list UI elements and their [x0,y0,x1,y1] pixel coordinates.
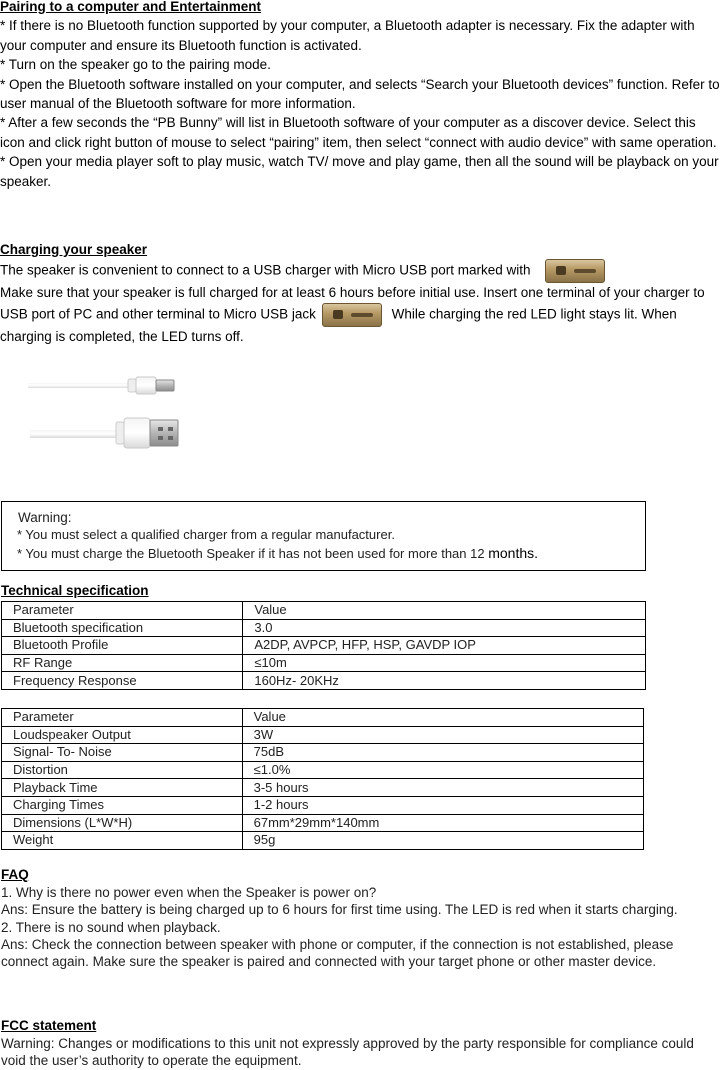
spec-parameter-cell: Loudspeaker Output [2,726,243,744]
spec-value-cell: 3W [242,726,643,744]
spec-value-cell: 1-2 hours [242,796,643,814]
spec-parameter-cell: Weight [2,832,243,850]
spec-value-cell: Value [242,709,643,727]
faq-answer-2: Ans: Check the connection between speaker with phone or computer, if the connection is not established, please connect again. Make sure the speaker is paired and connected with your target phone or other master device. [1,936,674,970]
pairing-title: Pairing to a computer and Entertainment [0,0,262,14]
spec-row [2,672,646,690]
spec-title: Technical specification [1,583,149,598]
spec-parameter-cell: Frequency Response [2,672,243,690]
spec-parameter-cell: Playback Time [2,779,243,797]
spec-parameter-cell: RF Range [2,654,243,672]
pairing-line-1: * If there is no Bluetooth function supported by your computer, a Bluetooth adapter is necessary. Fix the adapter with your computer and ensure its Bluetooth function is activated. [0,18,695,53]
spec-value-cell: 75dB [242,744,643,762]
spec-value-cell: ≤10m [243,654,646,672]
spec-value-cell: A2DP, AVPCP, HFP, HSP, GAVDP IOP [243,637,646,655]
pairing-section [0,0,720,191]
spec-table-2 [1,708,644,850]
fcc-text: Warning: Changes or modifications to this unit not expressly approved by the party responsible for compliance could void the user’s authority to operate the equipment. [1,1036,694,1069]
spec-parameter-cell: Dimensions (L*W*H) [2,814,243,832]
charging-line-2 [0,283,720,346]
spec-row [2,619,646,637]
spec-parameter-cell: Distortion [2,761,243,779]
charging-line-2a-text: Make sure that your speaker is full charged for at least 6 hours before initial use. Insert one terminal of your charger to USB port of PC and other terminal to Micro USB jack [0,285,705,322]
faq-answer-1: Ans: Ensure the battery is being charged up to 6 hours for first time using. The LED is red when it starts charging. [1,902,678,918]
spec-parameter-cell: Charging Times [2,796,243,814]
warning-line-2 [17,545,538,561]
usb-cable-image [28,372,198,462]
spec-row [2,796,644,814]
spec-row [2,654,646,672]
faq-question-1: 1. Why is there no power even when the Speaker is power on? [1,885,377,900]
spec-parameter-cell: Bluetooth specification [2,619,243,637]
spec-row [2,637,646,655]
fcc-title: FCC statement [1,1018,97,1033]
pairing-line-5: * Open your media player soft to play music, watch TV/ move and play game, then all the sound will be playback on your speaker. [0,154,719,189]
spec-parameter-cell: Parameter [2,602,243,620]
spec-row [2,602,646,620]
spec-value-cell: Value [243,602,646,620]
warning-title: Warning: [18,510,72,525]
spec-row [2,779,644,797]
spec-row [2,761,644,779]
micro-usb-jack-icon [322,303,382,327]
warning-line-2-tail: months. [488,545,539,561]
charging-title: Charging your speaker [0,242,148,257]
spec-table-1 [1,601,646,690]
warning-line-2-text: * You must charge the Bluetooth Speaker if it has not been used for more than 12 [17,546,485,561]
pairing-line-2: * Turn on the speaker go to the pairing mode. [0,57,271,73]
faq-body [1,884,717,970]
spec-parameter-cell: Signal- To- Noise [2,744,243,762]
spec-value-cell: 67mm*29mm*140mm [242,814,643,832]
spec-value-cell: 160Hz- 20KHz [243,672,646,690]
spec-value-cell: 3.0 [243,619,646,637]
faq-question-2: 2. There is no sound when playback. [1,919,221,935]
warning-line-1: * You must select a qualified charger from a regular manufacturer. [17,527,395,542]
warning-box [1,501,646,571]
spec-row [2,744,644,762]
spec-row [2,726,644,744]
faq-title: FAQ [1,867,29,882]
spec-value-cell: ≤1.0% [242,761,643,779]
spec-parameter-cell: Parameter [2,709,243,727]
spec-row [2,709,644,727]
spec-row [2,814,644,832]
charging-line-1 [0,259,720,283]
charging-line-2b-text: While charging the red LED light stays lit. When charging is completed, the LED turns off. [0,306,677,344]
charging-section [0,240,720,346]
usb-cable-icon [28,372,198,462]
pairing-line-4: * After a few seconds the “PB Bunny” will list in Bluetooth software of your computer as a discover device. Select this icon and click right button of mouse to select “pairing” item, then select “connect with audio device” with same operation. [0,115,717,150]
spec-parameter-cell: Bluetooth Profile [2,637,243,655]
spec-value-cell: 3-5 hours [242,779,643,797]
pairing-line-3: * Open the Bluetooth software installed on your computer, and selects “Search your Bluetooth devices” function. Refer to user manual of the Bluetooth software for more information. [0,76,720,112]
spec-value-cell: 95g [242,832,643,850]
spec-row [2,832,644,850]
micro-usb-port-icon [545,259,605,283]
charging-line-1-text: The speaker is convenient to connect to a USB charger with Micro USB port marked with [0,262,531,278]
